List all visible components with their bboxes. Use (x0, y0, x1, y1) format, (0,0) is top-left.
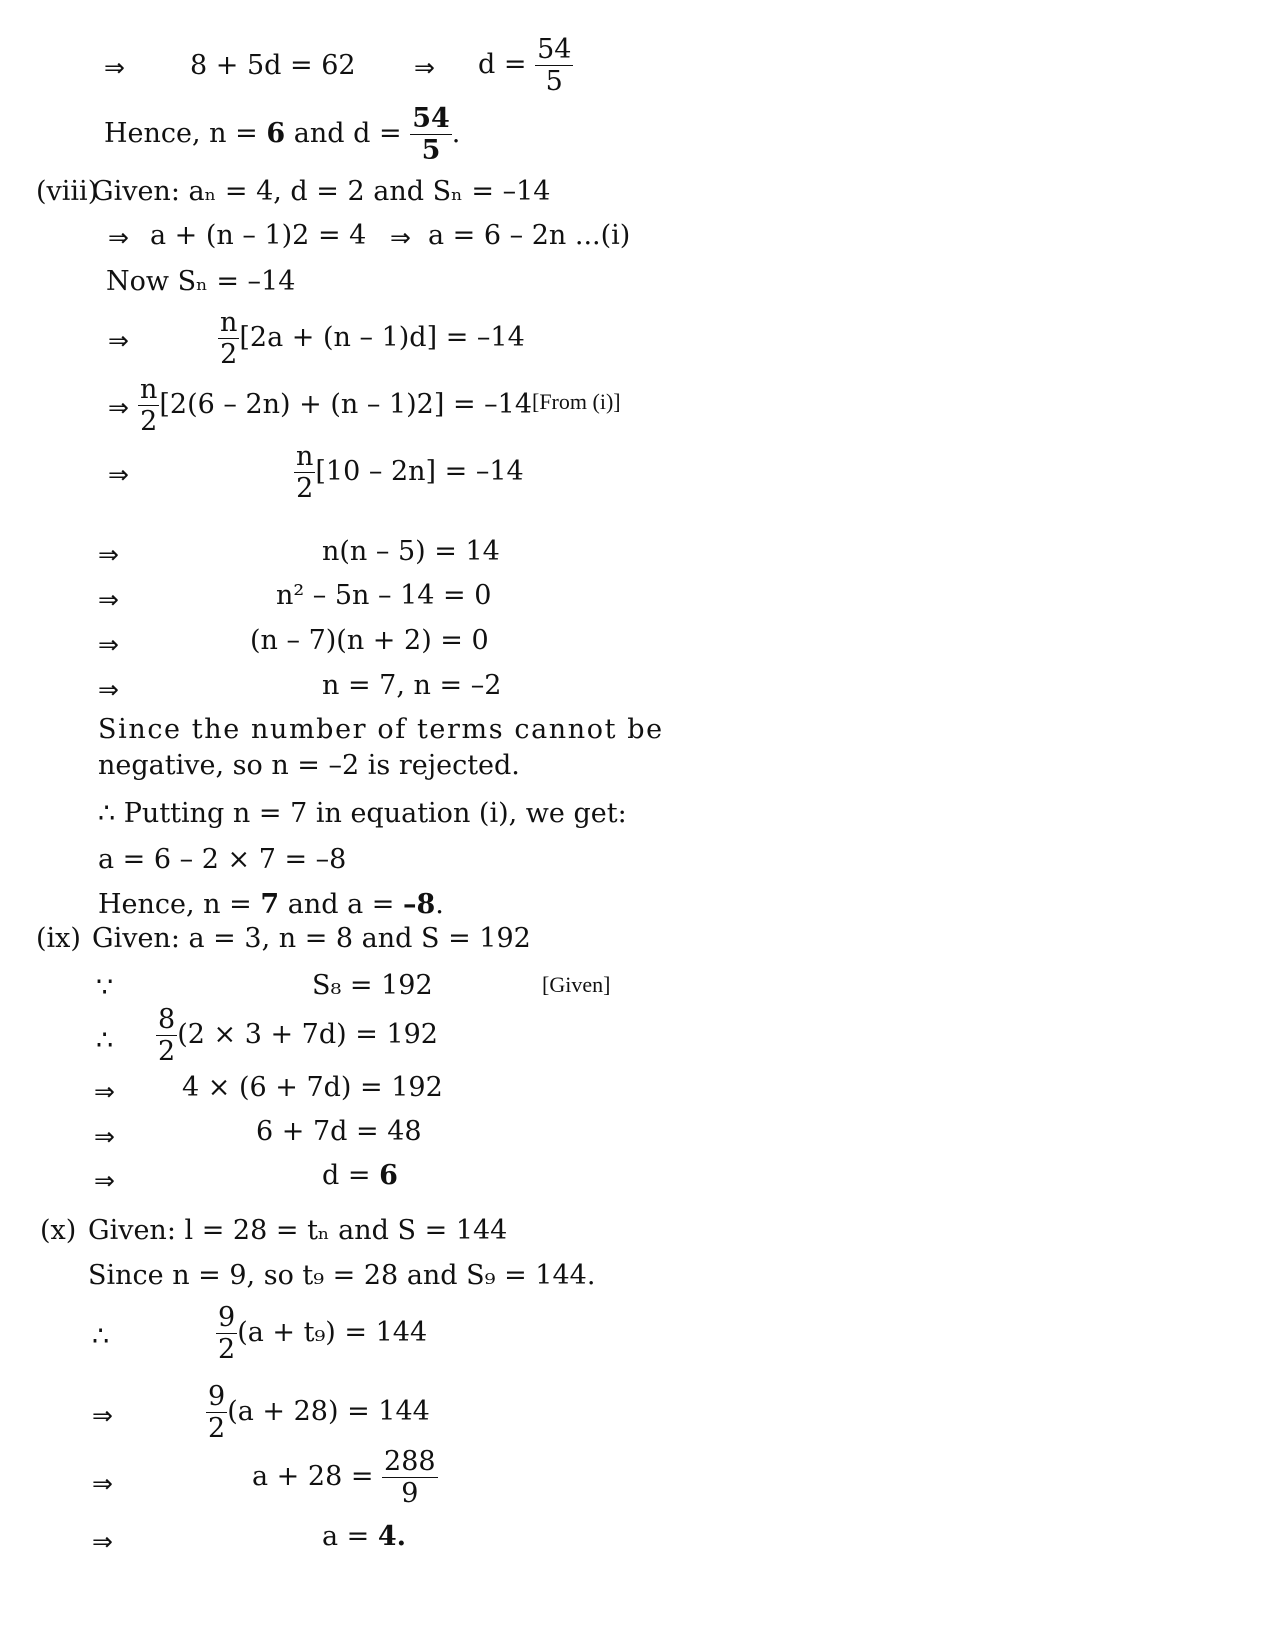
fraction-numerator: 9 (208, 1381, 226, 1412)
implies-icon: ⇒ (98, 630, 119, 659)
fraction (206, 1381, 227, 1444)
explanation-text: Since the number of terms cannot be (98, 714, 664, 745)
conclusion-text: Hence, n = (98, 889, 261, 920)
fraction (218, 307, 239, 370)
fraction-denominator: 2 (208, 1413, 226, 1445)
explanation-text: ∴ Putting n = 7 in equation (i), we get: (98, 798, 627, 829)
equation-line: S₈ = 192 (312, 970, 433, 1001)
equation-lhs: d = (322, 1160, 380, 1191)
equation-line: Now Sₙ = –14 (106, 266, 296, 297)
implies-icon: ⇒ (98, 540, 119, 569)
fraction-denominator: 2 (138, 405, 159, 437)
conclusion-text: and d = (285, 118, 402, 150)
fraction (156, 1004, 177, 1067)
implies-icon: ⇒ (94, 1077, 115, 1106)
equation-body: (a + t₉) = 144 (237, 1317, 428, 1349)
equation-body: (a + 28) = 144 (227, 1396, 430, 1428)
fraction-denominator: 5 (535, 65, 573, 97)
equation-line: 4 × (6 + 7d) = 192 (182, 1072, 443, 1103)
result-value: 4. (377, 1521, 407, 1552)
fraction-numerator: 54 (537, 34, 572, 65)
equation-lhs: a + 28 = (252, 1461, 374, 1493)
fraction (216, 1302, 237, 1365)
given-line: Given: aₙ = 4, d = 2 and Sₙ = –14 (92, 176, 551, 207)
equation-lhs: a = (322, 1521, 378, 1552)
equation-line (294, 441, 524, 504)
therefore-icon: ∴ (96, 1025, 114, 1056)
equation-line: n = 7, n = –2 (322, 670, 502, 701)
part-label: (viii) (36, 176, 99, 207)
fraction-denominator: 5 (410, 134, 452, 166)
explanation-text: negative, so n = –2 is rejected. (98, 750, 520, 781)
implies-icon: ⇒ (92, 1469, 113, 1498)
conclusion-line (98, 891, 444, 918)
fraction-denominator: 2 (218, 338, 239, 370)
implies-icon: ⇒ (104, 53, 125, 82)
equation-note: [From (i)] (532, 389, 621, 414)
equation-line: a = 6 – 2n ...(i) (428, 220, 631, 251)
equation-line (322, 1523, 406, 1550)
therefore-icon: ∴ (92, 1321, 110, 1352)
implies-icon: ⇒ (108, 326, 129, 355)
conclusion-line (104, 103, 460, 166)
equation-body: [10 – 2n] = –14 (315, 456, 524, 488)
fraction-denominator: 9 (382, 1477, 438, 1509)
part-label: (ix) (36, 923, 81, 954)
equation-line: a + (n – 1)2 = 4 (150, 220, 367, 251)
equation-line (216, 1302, 427, 1365)
fraction (410, 103, 452, 166)
fraction (382, 1446, 438, 1509)
result-value: 6 (266, 118, 286, 150)
implies-icon: ⇒ (108, 460, 129, 489)
fraction-numerator: 8 (158, 1004, 176, 1035)
fraction-numerator: n (296, 441, 314, 472)
fraction (535, 34, 573, 97)
equation-line (138, 374, 532, 437)
result-value: –8 (402, 889, 436, 920)
given-line: Given: a = 3, n = 8 and S = 192 (92, 923, 531, 954)
fraction-denominator: 2 (218, 1334, 236, 1366)
implies-icon: ⇒ (98, 675, 119, 704)
equation-line (322, 1162, 398, 1189)
equation-line: 6 + 7d = 48 (256, 1116, 422, 1147)
explanation-text: Since n = 9, so t₉ = 28 and S₉ = 144. (88, 1260, 596, 1291)
fraction-denominator: 2 (294, 472, 315, 504)
fraction-numerator: 9 (218, 1302, 236, 1333)
equation-note: [Given] (542, 972, 611, 997)
fraction-denominator: 2 (158, 1036, 176, 1068)
equation-line: 8 + 5d = 62 (190, 50, 356, 81)
because-icon: ∵ (96, 972, 114, 1003)
implies-icon: ⇒ (92, 1401, 113, 1430)
period: . (435, 889, 444, 920)
implies-icon: ⇒ (414, 53, 435, 82)
given-line: Given: l = 28 = tₙ and S = 144 (88, 1215, 508, 1246)
result-value: 6 (379, 1160, 398, 1191)
conclusion-text: Hence, n = (104, 118, 267, 150)
fraction-numerator: n (220, 307, 238, 338)
implies-icon: ⇒ (92, 1527, 113, 1556)
fraction-numerator: 54 (412, 103, 450, 134)
equation-line: n² – 5n – 14 = 0 (276, 580, 492, 611)
fraction (294, 441, 315, 504)
fraction-numerator: n (140, 374, 158, 405)
equation-body: [2a + (n – 1)d] = –14 (239, 322, 525, 354)
equation-body: (2 × 3 + 7d) = 192 (177, 1019, 438, 1051)
equation-body: [2(6 – 2n) + (n – 1)2] = –14 (159, 389, 533, 421)
equation-line (206, 1381, 430, 1444)
implies-icon: ⇒ (94, 1122, 115, 1151)
equation-line: (n – 7)(n + 2) = 0 (250, 625, 489, 656)
part-label: (x) (40, 1215, 77, 1246)
implies-icon: ⇒ (98, 585, 119, 614)
equation-line (218, 307, 525, 370)
equation-line (156, 1004, 438, 1067)
equation-line (478, 34, 573, 97)
implies-icon: ⇒ (108, 223, 129, 252)
equation-line (252, 1446, 438, 1509)
equation-line: a = 6 – 2 × 7 = –8 (98, 844, 347, 875)
implies-icon: ⇒ (94, 1166, 115, 1195)
equation-line: n(n – 5) = 14 (322, 536, 500, 567)
conclusion-text: and a = (279, 889, 403, 920)
implies-icon: ⇒ (390, 223, 411, 252)
implies-icon: ⇒ (108, 393, 129, 422)
period: . (451, 118, 461, 150)
result-value: 7 (260, 889, 280, 920)
fraction (138, 374, 159, 437)
equation-lhs: d = (478, 49, 527, 81)
fraction-numerator: 288 (384, 1446, 436, 1477)
